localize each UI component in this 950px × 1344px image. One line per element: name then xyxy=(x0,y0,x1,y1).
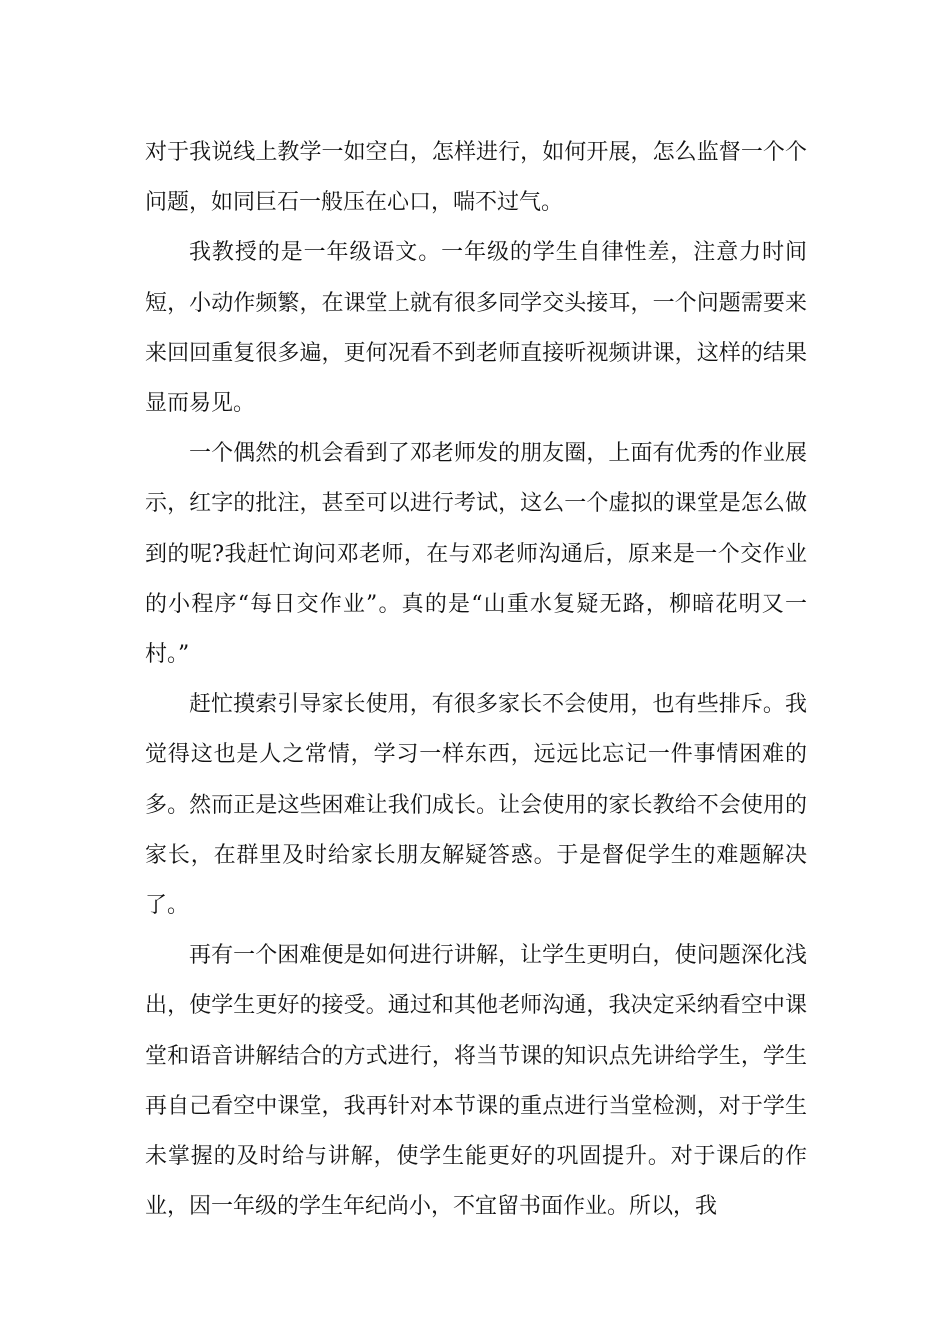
paragraph-4: 赶忙摸索引导家长使用，有很多家长不会使用，也有些排斥。我觉得这也是人之常情，学习一样东西，远远比忘记一件事情困难的多。然而正是这些困难让我们成长。让会使用的家长教给不会使用的家长，在群里及时给家长朋友解疑答惑。于是督促学生的难题解决了。 xyxy=(145,692,807,919)
paragraph-2: 我教授的是一年级语文。一年级的学生自律性差，注意力时间短，小动作频繁，在课堂上就有很多同学交头接耳，一个问题需要来来回回重复很多遍，更何况看不到老师直接听视频讲课，这样的结果显而易见。 xyxy=(145,240,807,417)
paragraph-5: 再有一个困难便是如何进行讲解，让学生更明白，使问题深化浅出，使学生更好的接受。通过和其他老师沟通，我决定采纳看空中课堂和语音讲解结合的方式进行，将当节课的知识点先讲给学生，学生再自己看空中课堂，我再针对本节课的重点进行当堂检测，对于学生未掌握的及时给与讲解，使学生能更好的巩固提升。对于课后的作业，因一年级的学生年纪尚小，不宜留书面作业。所以，我 xyxy=(145,943,807,1220)
paragraph-1: 对于我说线上教学一如空白，怎样进行，如何开展，怎么监督一个个问题，如同巨石一般压在心口，喘不过气。 xyxy=(145,140,807,216)
paragraph-3: 一个偶然的机会看到了邓老师发的朋友圈，上面有优秀的作业展示，红字的批注，甚至可以进行考试，这么一个虚拟的课堂是怎么做到的呢?我赶忙询问邓老师，在与邓老师沟通后，原来是一个交作业的小程序“每日交作业”。真的是“山重水复疑无路，柳暗花明又一村。” xyxy=(145,441,807,668)
document-body xyxy=(145,128,807,1232)
